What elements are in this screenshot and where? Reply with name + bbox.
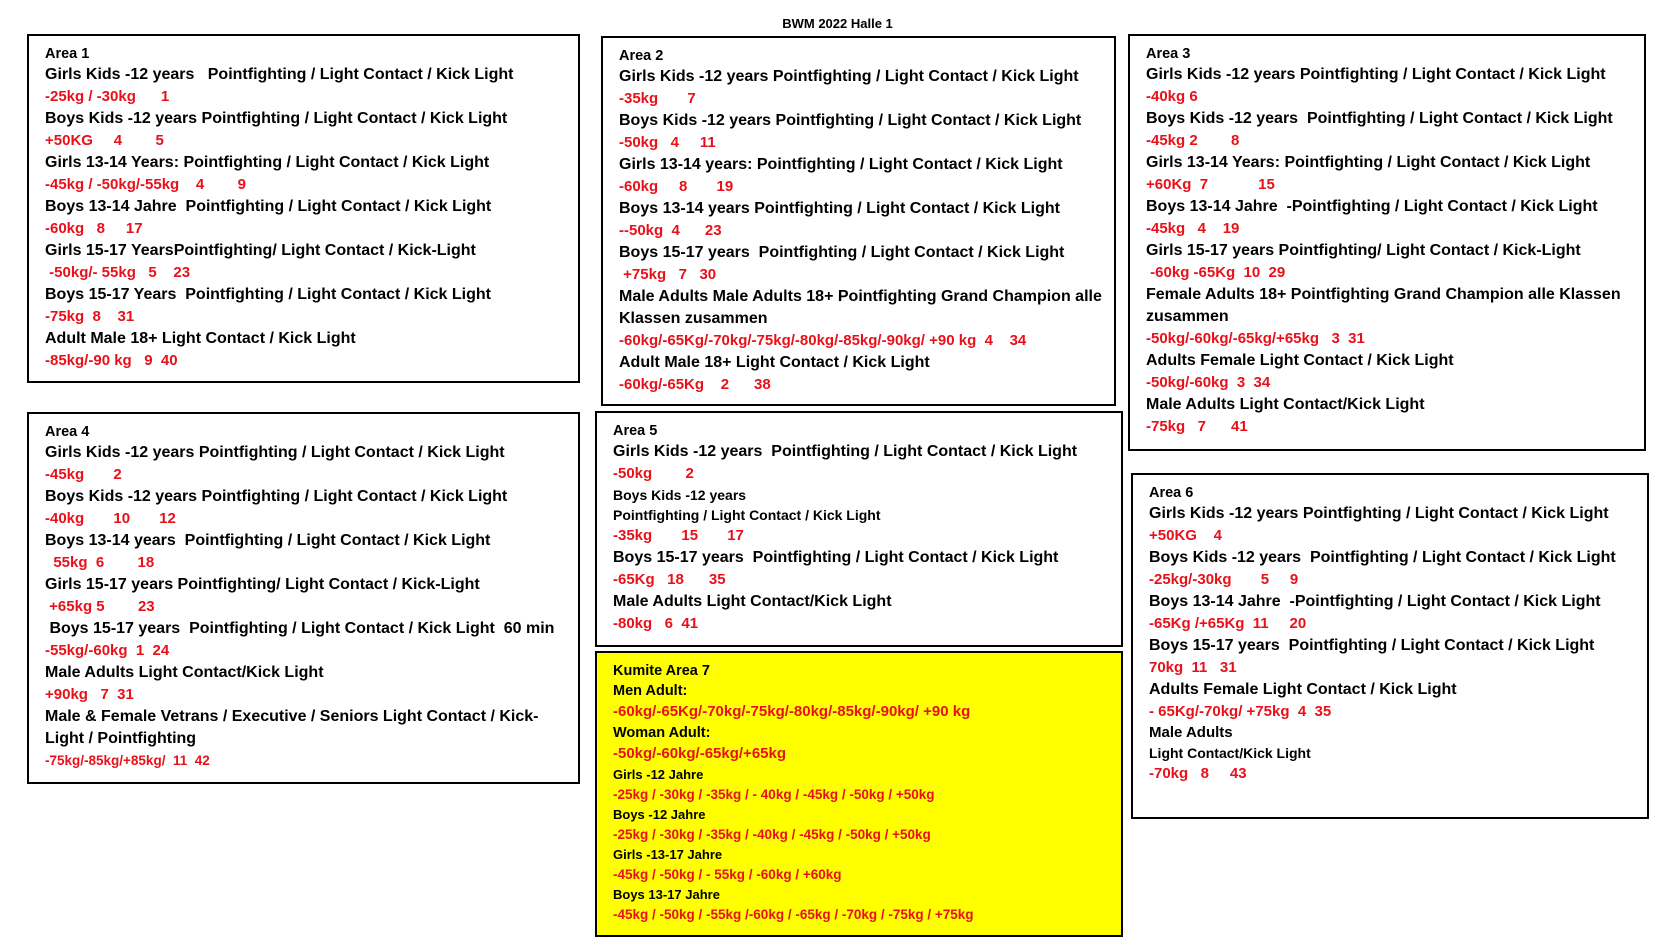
- weight-line: -25kg / -30kg / -35kg / - 40kg / -45kg / -50kg / +50kg: [613, 787, 935, 802]
- weight-line: -45kg / -50kg/-55kg 4 9: [45, 176, 246, 193]
- category-line: Boys 13-14 Jahre -Pointfighting / Light Contact / Kick Light: [1146, 198, 1598, 215]
- kumite-area-7-box: [595, 651, 1123, 937]
- category-line: Boys 15-17 Years Pointfighting / Light Contact / Kick Light: [45, 286, 491, 303]
- division-heading: Girls -12 Jahre: [613, 767, 704, 782]
- area-4-box: [27, 412, 580, 784]
- weight-line: -75kg/-85kg/+85kg/ 11 42: [45, 753, 210, 768]
- category-line: Male Adults Light Contact/Kick Light: [45, 664, 324, 681]
- category-line: Boys 13-14 years Pointfighting / Light Contact / Kick Light: [45, 532, 491, 549]
- area-5-box: [595, 411, 1123, 647]
- weight-line: -45kg / -50kg / -55kg /-60kg / -65kg / -70kg / -75kg / +75kg: [613, 907, 974, 922]
- weight-line: -35kg 7: [619, 90, 696, 107]
- category-line: Girls Kids -12 years Pointfighting / Light Contact / Kick Light: [1149, 505, 1609, 522]
- weight-line: -60kg 8 19: [619, 178, 734, 195]
- category-line: Male Adults: [1149, 724, 1233, 741]
- category-line: Girls Kids -12 years Pointfighting / Light Contact / Kick Light: [619, 68, 1079, 85]
- category-line: Girls 15-17 YearsPointfighting/ Light Contact / Kick-Light: [45, 242, 476, 259]
- weight-line: -60kg -65Kg 10 29: [1146, 264, 1286, 281]
- category-line: Boys 13-14 Jahre Pointfighting / Light Contact / Kick Light: [45, 198, 492, 215]
- weight-line: -85kg/-90 kg 9 40: [45, 352, 178, 369]
- category-line: Male Adults Light Contact/Kick Light: [1146, 396, 1425, 413]
- category-line: Adults Female Light Contact / Kick Light: [1149, 681, 1457, 698]
- weight-line: -60kg/-65Kg/-70kg/-75kg/-80kg/-85kg/-90kg/ +90 kg: [613, 703, 971, 720]
- category-line: Boys Kids -12 years Pointfighting / Light Contact / Kick Light: [45, 110, 508, 127]
- weight-line: -50kg/-60kg 3 34: [1146, 374, 1271, 391]
- weight-line: -45kg 4 19: [1146, 220, 1240, 237]
- weight-line: -65Kg 18 35: [613, 571, 726, 588]
- category-line: Adult Male 18+ Light Contact / Kick Light: [45, 330, 356, 347]
- category-line: Pointfighting / Light Contact / Kick Light: [613, 507, 881, 523]
- category-line: Male & Female Vetrans / Executive / Seniors Light Contact / Kick-Light / Pointfighting: [45, 708, 539, 747]
- area-name: Area 4: [45, 424, 90, 440]
- category-line: Boys 15-17 years Pointfighting / Light Contact / Kick Light: [619, 244, 1065, 261]
- division-heading: Girls -13-17 Jahre: [613, 847, 723, 862]
- area-name: Area 5: [613, 423, 658, 439]
- area-1-box: [27, 34, 580, 383]
- page-title: BWM 2022 Halle 1: [782, 16, 893, 31]
- weight-line: --50kg 4 23: [619, 222, 722, 239]
- category-line: Girls Kids -12 years Pointfighting / Light Contact / Kick Light: [45, 66, 514, 83]
- weight-line: -50kg/-60kg/-65kg/+65kg 3 31: [1146, 330, 1365, 347]
- category-line: Girls Kids -12 years Pointfighting / Light Contact / Kick Light: [45, 444, 505, 461]
- division-heading: Boys -12 Jahre: [613, 807, 706, 822]
- category-line: Boys 15-17 years Pointfighting / Light Contact / Kick Light 60 min: [45, 620, 555, 637]
- weight-line: -45kg / -50kg / - 55kg / -60kg / +60kg: [613, 867, 842, 882]
- area-3-box: [1128, 34, 1646, 451]
- category-line: Girls 13-14 Years: Pointfighting / Light Contact / Kick Light: [1146, 154, 1591, 171]
- category-line: Female Adults 18+ Pointfighting Grand Champion alle Klassen zusammen: [1146, 286, 1621, 325]
- weight-line: -70kg 8 43: [1149, 765, 1247, 782]
- category-line: Boys 15-17 years Pointfighting / Light Contact / Kick Light: [1149, 637, 1595, 654]
- weight-line: 70kg 11 31: [1149, 659, 1237, 676]
- category-line: Adults Female Light Contact / Kick Light: [1146, 352, 1454, 369]
- category-line: Male Adults Light Contact/Kick Light: [613, 593, 892, 610]
- weight-line: -25kg / -30kg / -35kg / -40kg / -45kg / -50kg / +50kg: [613, 827, 931, 842]
- area-name: Area 2: [619, 48, 664, 64]
- weight-line: -45kg 2: [45, 466, 122, 483]
- weight-line: -75kg 7 41: [1146, 418, 1248, 435]
- area-6-box: [1131, 473, 1649, 819]
- weight-line: -60kg/-65Kg/-70kg/-75kg/-80kg/-85kg/-90kg/ +90 kg 4 34: [619, 332, 1027, 349]
- weight-line: -75kg 8 31: [45, 308, 135, 325]
- category-line: Girls 15-17 years Pointfighting/ Light Contact / Kick-Light: [45, 576, 480, 593]
- category-line: Adult Male 18+ Light Contact / Kick Light: [619, 354, 930, 371]
- weight-line: +60Kg 7 15: [1146, 176, 1275, 193]
- category-line: Girls Kids -12 years Pointfighting / Light Contact / Kick Light: [1146, 66, 1606, 83]
- category-line: Girls Kids -12 years Pointfighting / Light Contact / Kick Light: [613, 443, 1078, 460]
- weight-line: +90kg 7 31: [45, 686, 134, 703]
- category-line: Girls 15-17 years Pointfighting/ Light Contact / Kick-Light: [1146, 242, 1581, 259]
- category-line: Girls 13-14 years: Pointfighting / Light Contact / Kick Light: [619, 156, 1063, 173]
- weight-line: -50kg 2: [613, 465, 694, 482]
- weight-line: -40kg 6: [1146, 88, 1198, 105]
- category-line: Boys 13-14 years Pointfighting / Light Contact / Kick Light: [619, 200, 1060, 217]
- category-line: Boys Kids -12 years Pointfighting / Light Contact / Kick Light: [619, 112, 1082, 129]
- weight-line: -50kg/-60kg/-65kg/+65kg: [613, 745, 787, 762]
- weight-line: +65kg 5 23: [45, 598, 155, 615]
- weight-line: -65Kg /+65Kg 11 20: [1149, 615, 1307, 632]
- weight-line: -60kg 8 17: [45, 220, 143, 237]
- weight-line: -80kg 6 41: [613, 615, 699, 632]
- weight-line: -45kg 2 8: [1146, 132, 1240, 149]
- category-line: Boys Kids -12 years Pointfighting / Light Contact / Kick Light: [45, 488, 508, 505]
- weight-line: -25kg/-30kg 5 9: [1149, 571, 1299, 588]
- division-heading: Boys 13-17 Jahre: [613, 887, 720, 902]
- weight-line: -35kg 15 17: [613, 527, 744, 544]
- weight-line: 55kg 6 18: [45, 554, 155, 571]
- category-line: Male Adults Male Adults 18+ Pointfighting Grand Champion alle Klassen zusammen: [619, 288, 1102, 327]
- category-line: Boys Kids -12 years Pointfighting / Light Contact / Kick Light: [1149, 549, 1616, 566]
- category-line: Boys 13-14 Jahre -Pointfighting / Light Contact / Kick Light: [1149, 593, 1601, 610]
- weight-line: - 65Kg/-70kg/ +75kg 4 35: [1149, 703, 1332, 720]
- area-name: Area 6: [1149, 485, 1194, 501]
- weight-line: +75kg 7 30: [619, 266, 717, 283]
- weight-line: +50KG 4: [1149, 527, 1222, 544]
- area-name: Area 1: [45, 46, 90, 62]
- category-line: Girls 13-14 Years: Pointfighting / Light Contact / Kick Light: [45, 154, 490, 171]
- area-2-box: [601, 36, 1116, 406]
- weight-line: -60kg/-65Kg 2 38: [619, 376, 771, 393]
- division-heading: Men Adult:: [613, 683, 688, 699]
- weight-line: -25kg / -30kg 1: [45, 88, 170, 105]
- category-line: Boys Kids -12 years Pointfighting / Light Contact / Kick Light: [1146, 110, 1613, 127]
- category-line: Boys Kids -12 years: [613, 487, 747, 503]
- division-heading: Woman Adult:: [613, 725, 711, 741]
- category-line: Boys 15-17 years Pointfighting / Light Contact / Kick Light: [613, 549, 1059, 566]
- area-name: Area 3: [1146, 46, 1191, 62]
- weight-line: -50kg 4 11: [619, 134, 716, 151]
- weight-line: +50KG 4 5: [45, 132, 164, 149]
- area-name: Kumite Area 7: [613, 663, 710, 679]
- weight-line: -40kg 10 12: [45, 510, 176, 527]
- category-line: Light Contact/Kick Light: [1149, 745, 1311, 761]
- weight-line: -50kg/- 55kg 5 23: [45, 264, 191, 281]
- weight-line: -55kg/-60kg 1 24: [45, 642, 170, 659]
